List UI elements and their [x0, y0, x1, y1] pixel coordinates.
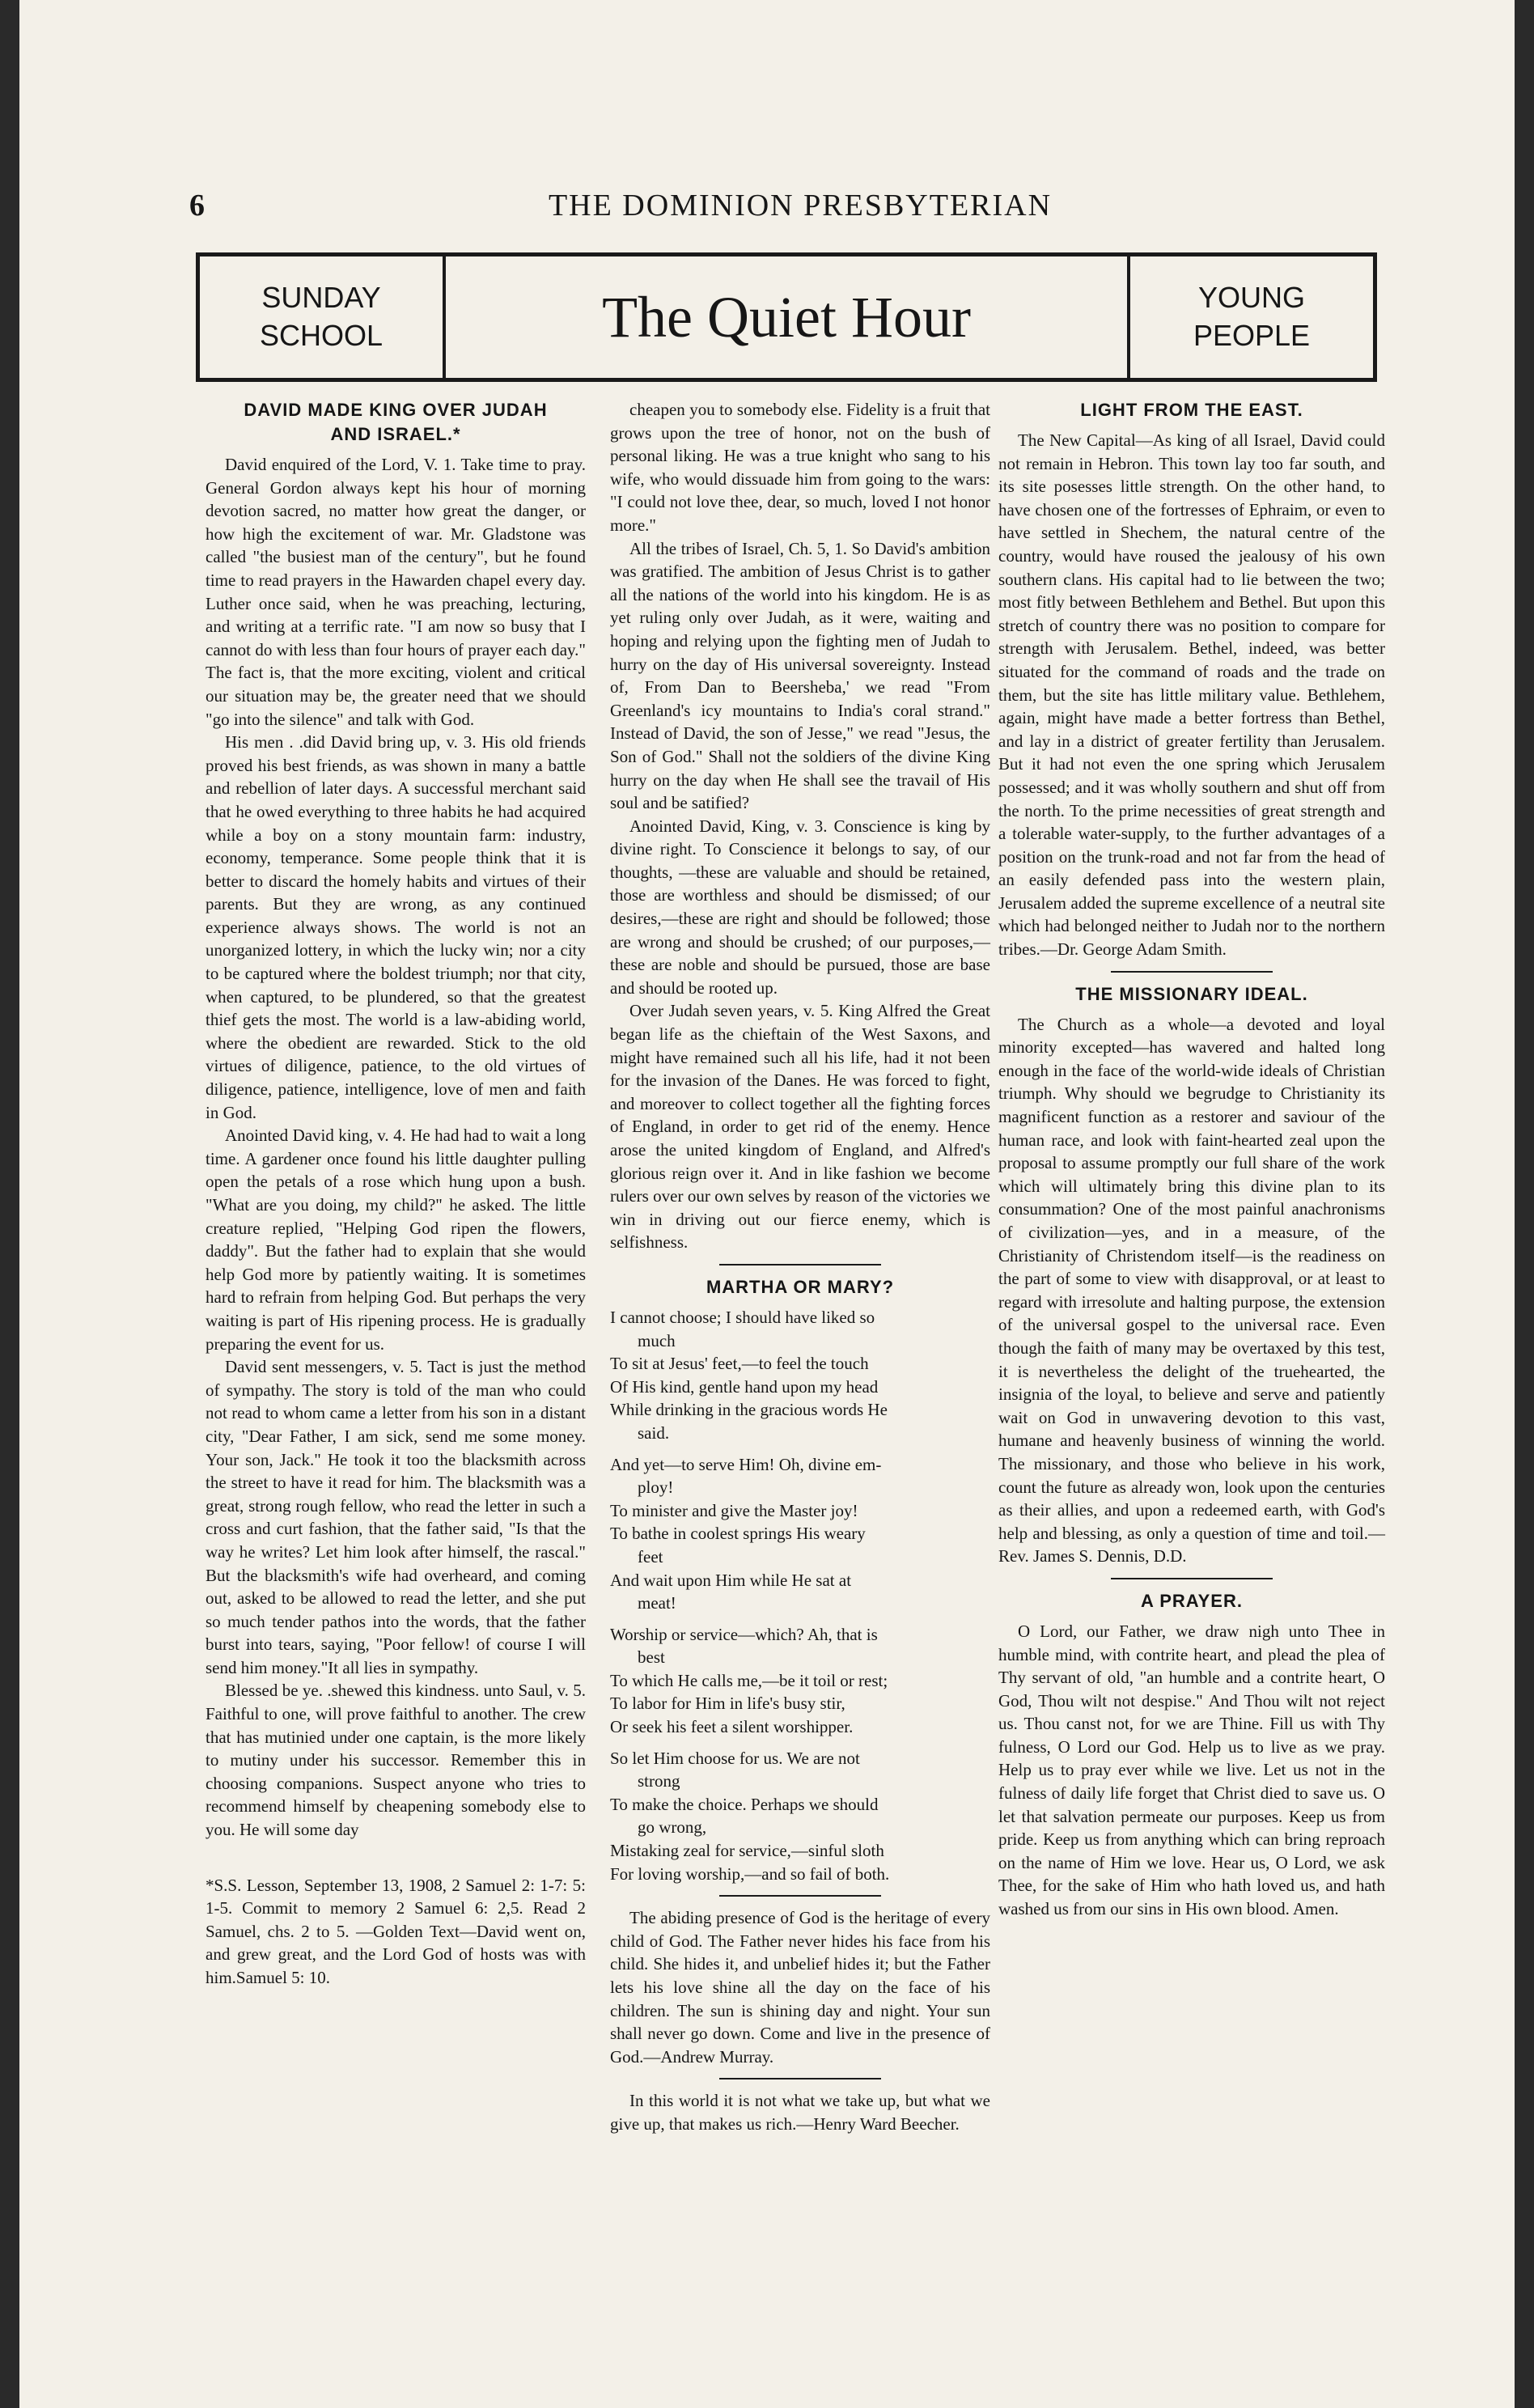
paragraph: The New Capital—As king of all Israel, David could not remain in Hebron. This town lay too far south, and its site posesses little strength. On the other hand, to have chosen one of the fortresses of Ephraim, or even to have settled in Shechem, the natural centre of the country, would have roused the jealousy of his own southern clans. His capital had to lie between the two; most fitly between Bethlehem and Bethel. But upon this stretch of country there was no position to compare for strength with Jerusalem. Bethel, indeed, was better situated for the command of roads and the trade on them, but the site has little military value. Bethlehem, again, might have made a better fortress than Bethel, and lay in a district of greater fertility than Jerusalem. But it had not even the one spring which Jerusalem possessed; and it was wholly southern and shut off from the north. To the prime necessities of great strength and a tolerable water-supply, to the further advantages of a position on the trunk-road and not far from the head of an easily defended pass into the western plain, Jerusalem added the supreme excellence of a neutral site which had belonged neither to Judah nor to the northern tribes.—Dr. George Adam Smith. [998, 430, 1385, 960]
divider [719, 1264, 881, 1265]
poem-line: meat! [638, 1593, 676, 1613]
poem [610, 1306, 990, 1885]
banner-right-line2: PEOPLE [1193, 319, 1311, 352]
poem-line: much [638, 1330, 676, 1350]
column-2 [610, 398, 990, 2136]
poem-line: To bathe in coolest springs His weary [610, 1524, 866, 1544]
poem-line: For loving worship,—and so fail of both. [610, 1863, 890, 1884]
page-header [189, 188, 1411, 236]
poem-line: To labor for Him in life's busy stir, [610, 1694, 845, 1714]
heading-missionary-ideal: THE MISSIONARY IDEAL. [1075, 983, 1308, 1004]
banner-right-box [1127, 256, 1373, 378]
heading-prayer: A PRAYER. [1141, 1590, 1243, 1611]
poem-line: I cannot choose; I should have liked so [610, 1307, 875, 1327]
poem-line: Mistaking zeal for service,—sinful sloth [610, 1841, 884, 1861]
poem-line: And wait upon Him while He sat at [610, 1570, 852, 1590]
paragraph: David enquired of the Lord, V. 1. Take time to pray. General Gordon always kept his hour of morning devotion sacred, no matter how great the danger, or how high the excitement of war. Mr. Gladstone was called "the busiest man of the century", but he found time to read prayers in the Hawarden chapel every day. Luther once said, when he was preaching, lecturing, and writing at a terrific rate. "I am now so busy that I cannot do with less than four hours of prayer each day." The fact is, that the more exciting, violent and critical our situation may be, the greater need that we should "go into the silence" and talk with God. [206, 455, 586, 729]
paragraph: The abiding presence of God is the heritage of every child of God. The Father never hides his face from his child. She hides it, and unbelief hides it; but the Father lets his love shine all the day on the face of his children. The sun is shining day and night. Your sun shall never go down. Come and live in the presence of God.—Andrew Murray. [610, 1908, 990, 2067]
divider [719, 1895, 881, 1897]
poem-line: And yet—to serve Him! Oh, divine em- [610, 1454, 882, 1474]
poem-heading: MARTHA OR MARY? [706, 1276, 895, 1297]
section-banner [196, 252, 1377, 382]
poem-line: To sit at Jesus' feet,—to feel the touch [610, 1354, 869, 1374]
paragraph: All the tribes of Israel, Ch. 5, 1. So David's ambition was gratified. The ambition of Jesus Christ is to gather all the nations of the world into his kingdom. He is as yet ruling only over Judah, as it were, waiting and hoping and relying upon the fighting men of Judah to hurry on the day of His universal sovereignty. Instead of, From Dan to Beersheba,' we read "From Greenland's icy mountains to India's coral strand." Instead of David, the son of Jesse," we read "Jesus, the Son of God." Shall not the soldiers of the divine King hurry on the day when He shall see the travail of His soul and be satified? [610, 538, 990, 813]
poem-line: To minister and give the Master joy! [610, 1500, 858, 1520]
column-3 [998, 398, 1385, 1921]
column-1 [206, 398, 586, 1990]
heading-line2: AND ISRAEL.* [330, 424, 461, 444]
paragraph: The Church as a whole—a devoted and loyal minority excepted—has wavered and halted long enough in the face of the world-wide ideals of Christian triumph. Why should we begrudge to Christianity its magnificent function as a restorer and saviour of the human race, and look with faint-hearted zeal upon the proposal to assume promptly our full share of the work which will ultimately bring this divine plan to its consummation? One of the most painful anachronisms of civilization—yes, and in a measure, of the Christianity of Christendom itself—is the readiness on the part of some to view with disapproval, or at least to regard with irresolute and halting purpose, the extension of the universal gospel to the universal race. Even though the faith of many may be overtaxed by this test, it is nevertheless the delight of the truehearted, the insignia of the loyal, to believe and serve and patiently wait on God in unwavering devotion to this vast, humane and heavenly business of winning the world. The missionary, and those who believe in his work, count the future as already won, look upon the centuries as their allies, and upon a redeemed earth, with God's help and blessing, as only a question of time and toil.—Rev. James S. Dennis, D.D. [998, 1014, 1385, 1566]
article-heading-david [206, 398, 586, 447]
paragraph: Anointed David king, v. 4. He had had to wait a long time. A gardener once found his little daughter pulling open the petals of a rose which hung upon a bush. "What are you doing, my child?" he asked. The little creature replied, "Helping God ripen the flowers, daddy". But the father had to explain that she would help God more by patiently waiting. It is sometimes hard to refrain from helping God. But perhaps the very waiting is part of His ripening process. He is gradually preparing the event for us. [206, 1126, 586, 1354]
poem-line: While drinking in the gracious words He [610, 1400, 888, 1420]
poem-stanza [610, 1747, 990, 1886]
poem-line: Or seek his feet a silent worshipper. [610, 1717, 854, 1737]
poem-line: go wrong, [638, 1817, 707, 1838]
heading-line1: DAVID MADE KING OVER JUDAH [244, 400, 548, 420]
poem-line: To which He calls me,—be it toil or rest; [610, 1670, 888, 1690]
divider [1111, 1578, 1273, 1579]
poem-line: said. [638, 1422, 670, 1443]
poem-line: Of His kind, gentle hand upon my head [610, 1376, 879, 1397]
page-number: 6 [189, 189, 205, 223]
poem-line: So let Him choose for us. We are not [610, 1748, 860, 1768]
paragraph: Anointed David, King, v. 3. Conscience is king by divine right. To Conscience it belongs to say, of our thoughts, —these are valuable and should be retained, those are worthless and should be dismissed; of our desires,—these are right and should be followed; those are wrong and should be crushed; of our purposes,—these are noble and should be pursued, those are base and should be rooted up. [610, 816, 990, 998]
poem-line: best [638, 1647, 665, 1668]
banner-left-line2: SCHOOL [259, 319, 384, 352]
paragraph: cheapen you to somebody else. Fidelity is a fruit that grows upon the tree of honor, not on the bush of personal liking. He was a true knight who sang to his wife, who would dissuade him from going to the wars: "I could not love thee, dear, so much, loved I not honor more." [610, 400, 990, 535]
newspaper-page [19, 0, 1515, 2408]
divider [719, 2078, 881, 2079]
heading-light-from-east: LIGHT FROM THE EAST. [1080, 400, 1303, 420]
poem-stanza [610, 1453, 990, 1615]
paragraph: Over Judah seven years, v. 5. King Alfred the Great began life as the chieftain of the West Saxons, and might have remained such all his life, had it not been for the invasion of the Danes. He was forced to fight, and moreover to collect together all the fighting forces of England, in order to get rid of the enemy. Hence arose the united kingdom of England, and Alfred's glorious reign over it. And in like fashion we become rulers over our own selves by reason of the victories we win in driving out our fierce enemy, which is selfishness. [610, 1001, 990, 1253]
divider [1111, 971, 1273, 973]
paragraph: David sent messengers, v. 5. Tact is just the method of sympathy. The story is told of the man who could not read to whom came a letter from his son in a distant city, "Dear Father, I am sick, send me some money. Your son, Jack." He took it too the blacksmith across the street to have it read for him. The blacksmith was a great, strong rough fellow, who read the letter in such a cross and curt fashion, that the father said, "Is that the way he writes? Let him look after himself, the rascal." But the blacksmith's wife had overheard, and coming out, asked to be allowed to read the letter, and she put so much tender pathos into the words, that the father burst into tears, saying, "Poor fellow! of course I will send him money."It all lies in sympathy. [206, 1357, 586, 1677]
footnote: *S.S. Lesson, September 13, 1908, 2 Samuel 2: 1-7: 5: 1-5. Commit to memory 2 Samuel 6: 2,5. Read 2 Samuel, chs. 2 to 5. —Golden Text—David went on, and grew great, and the Lord God of hosts was with him.Samuel 5: 10. [206, 1875, 586, 1987]
banner-left-box [200, 256, 446, 378]
poem-line: To make the choice. Perhaps we should [610, 1794, 879, 1814]
banner-title: The Quiet Hour [602, 284, 971, 350]
poem-line: feet [638, 1546, 663, 1566]
publication-title: THE DOMINION PRESBYTERIAN [548, 189, 1053, 223]
paragraph: In this world it is not what we take up, but what we give up, that makes us rich.—Henry Ward Beecher. [610, 2091, 990, 2134]
banner-right-line1: YOUNG [1197, 281, 1305, 315]
poem-stanza [610, 1306, 990, 1445]
paragraph: O Lord, our Father, we draw nigh unto Thee in humble mind, with contrite heart, and plead the plea of Thy servant of old, "an humble and a contrite heart, O God, Thou wilt not despise." And Thou wilt not reject us. Thou canst not, for we are Thine. Fill us with Thy fulness, O Lord our God. Help us to live as we pray. Help us to pray ever while we live. Let us not in the fulness of daily life forget that Christ died to save us. O let that salvation permeate our purposes. Keep us from pride. Keep us from anything which can bring reproach on the name of Him we love. Hear us, O Lord, we ask Thee, for the sake of Him who hath loved us, and hath washed us from our sins in His own blood. Amen. [998, 1621, 1385, 1919]
poem-line: strong [638, 1771, 680, 1791]
poem-line: Worship or service—which? Ah, that is [610, 1624, 878, 1644]
paragraph: His men . .did David bring up, v. 3. His old friends proved his best friends, as was shown in many a battle and rebellion of later days. A successful merchant said that he owed everything to three habits he had acquired while a boy on a stony mountain farm: industry, economy, temperance. Some people think that it is better to discard the homely habits and virtues of their parents. But they are wrong, as any continued experience always shows. The world is not an unorganized lottery, in which the lucky win; nor a city to be captured where the boldest triumph; nor that city, when captured, to be plundered, so that the greatest thief gets the most. The world is a law-abiding world, where the obedient are rewarded. Stick to the old virtues of diligence, patience, to the old virtues of diligence, patience, intelligence, love of men and faith in God. [206, 732, 586, 1122]
banner-left-line1: SUNDAY [261, 281, 381, 315]
poem-stanza [610, 1623, 990, 1739]
poem-line: ploy! [638, 1477, 674, 1498]
paragraph: Blessed be ye. .shewed this kindness. unto Saul, v. 5. Faithful to one, will prove faithful to another. The crew that has mutinied under one captain, is the more likely to mutiny under his successor. Remember this in choosing companions. Suspect anyone who tries to recommend himself by cheapening somebody else to you. He will some day [206, 1681, 586, 1840]
